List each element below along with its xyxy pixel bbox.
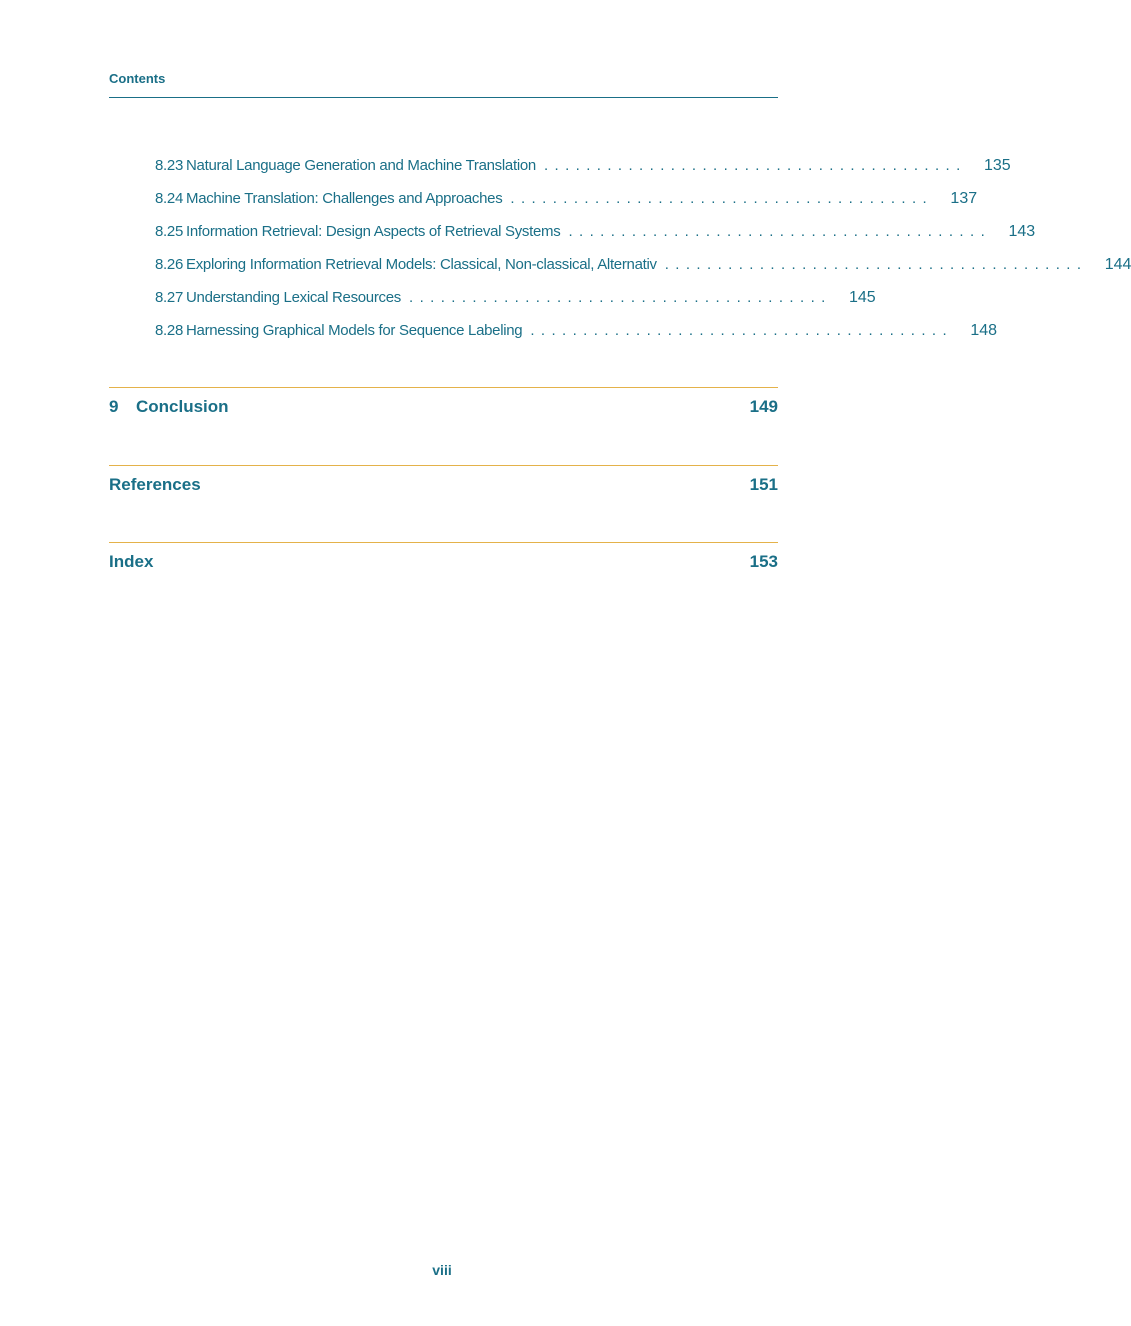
page-number: 137 [950, 190, 978, 207]
chapter-title: Index [109, 552, 154, 571]
page-number: 144 [1104, 256, 1131, 273]
page-number: 135 [983, 157, 1011, 174]
toc-entry[interactable] [155, 155, 1011, 188]
header-rule [109, 97, 778, 98]
section-title: Harnessing Graphical Models for Sequence Labeling [186, 322, 523, 339]
running-head: Contents [109, 71, 166, 86]
page-number: 143 [1008, 223, 1036, 240]
dot-leader: ........................................ [409, 289, 832, 306]
chapter-title: Conclusion [136, 397, 229, 416]
chapter-rule [109, 465, 778, 466]
chapter-title: References [109, 475, 201, 494]
chapter-rule [109, 387, 778, 388]
dot-leader: ........................................ [664, 256, 1088, 273]
toc-chapter-index[interactable] [109, 551, 778, 573]
dot-leader: ........................................ [568, 223, 992, 240]
section-number: 8.26 [155, 256, 183, 273]
page-folio: viii [432, 1262, 452, 1278]
toc-entry[interactable] [155, 221, 1036, 254]
toc-chapter-conclusion[interactable] [109, 396, 778, 418]
dot-leader: ........................................ [543, 157, 967, 174]
toc-entry[interactable] [155, 320, 998, 353]
chapter-page: 149 [749, 397, 778, 416]
section-number: 8.24 [155, 190, 183, 207]
toc-entry[interactable] [155, 287, 876, 320]
section-title: Understanding Lexical Resources [186, 289, 401, 306]
toc-entry[interactable] [155, 188, 978, 221]
section-title: Information Retrieval: Design Aspects of Retrieval Systems [186, 223, 561, 240]
dot-leader: ........................................ [510, 190, 934, 207]
section-number: 8.23 [155, 157, 183, 174]
section-title: Machine Translation: Challenges and Approaches [186, 190, 503, 207]
dot-leader: ........................................ [530, 322, 954, 339]
section-number: 8.25 [155, 223, 183, 240]
chapter-rule [109, 542, 778, 543]
chapter-page: 153 [749, 552, 778, 571]
toc-entry[interactable] [155, 254, 1131, 287]
toc-chapter-references[interactable] [109, 474, 778, 496]
page-number: 148 [970, 322, 998, 339]
chapter-number: 9 [109, 397, 119, 416]
page-number: 145 [849, 289, 876, 306]
section-title: Exploring Information Retrieval Models: Classical, Non-classical, Alternativ [186, 256, 657, 273]
section-number: 8.28 [155, 322, 183, 339]
chapter-page: 151 [749, 475, 778, 494]
section-title: Natural Language Generation and Machine Translation [186, 157, 536, 174]
section-list [155, 155, 1131, 353]
section-number: 8.27 [155, 289, 183, 306]
